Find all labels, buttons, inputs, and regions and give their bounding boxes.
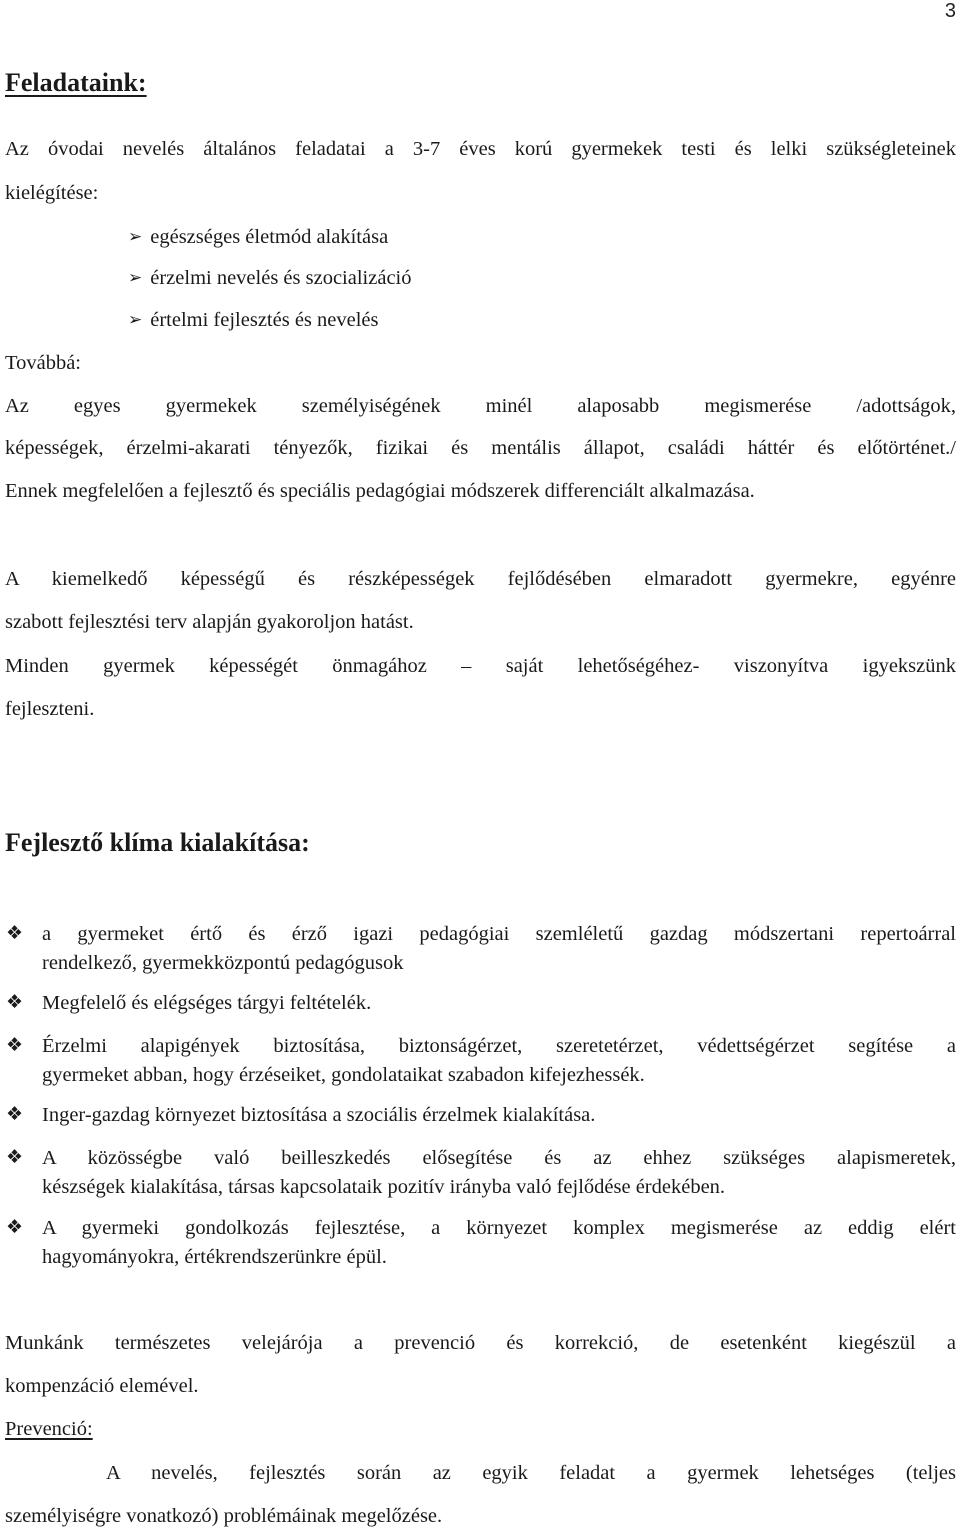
- paragraph-line: képességek, érzelmi-akarati tényezők, fizikai és mentális állapot, családi háttér és előtörténet./: [5, 437, 956, 459]
- section-heading-feladataink: Feladataink:: [5, 68, 147, 97]
- paragraph-line: kompenzáció elemével.: [5, 1375, 199, 1397]
- paragraph-line: személyiségre vonatkozó) problémáinak megelőzése.: [5, 1505, 443, 1527]
- arrow-list-item: [128, 310, 379, 331]
- tovabba-label: Továbbá:: [5, 352, 81, 374]
- paragraph-line: szabott fejlesztési terv alapján gyakoroljon hatást.: [5, 611, 414, 633]
- bullet-line: Érzelmi alapigények biztosítása, biztonságérzet, szeretetérzet, védettségérzet segítése a: [42, 1035, 956, 1057]
- prevencio-label: Prevenció:: [5, 1418, 93, 1440]
- paragraph-line: Minden gyermek képességét önmagához – saját lehetőségéhez- viszonyítva igyekszünk: [5, 655, 956, 677]
- paragraph-line: fejleszteni.: [5, 698, 95, 720]
- paragraph-line: A kiemelkedő képességű és részképességek fejlődésében elmaradott gyermekre, egyénre: [5, 568, 956, 590]
- page-number: 3: [944, 0, 956, 22]
- arrow-bullet-icon: ➢: [128, 310, 143, 329]
- bullet-line: Megfelelő és elégséges tárgyi feltételék.: [42, 992, 372, 1014]
- section-heading-fejleszto-klima: Fejlesztő klíma kialakítása:: [5, 828, 310, 857]
- diamond-bullet-icon: ❖: [6, 922, 24, 944]
- bullet-line: hagyományokra, értékrendszerünkre épül.: [42, 1246, 387, 1268]
- list-item-label: érzelmi nevelés és szocializáció: [150, 267, 412, 289]
- arrow-list-item: [128, 268, 412, 289]
- arrow-bullet-icon: ➢: [128, 268, 143, 287]
- bullet-line: rendelkező, gyermekközpontú pedagógusok: [42, 952, 404, 974]
- bullet-line: a gyermeket értő és érző igazi pedagógiai szemléletű gazdag módszertani repertoárral: [42, 923, 956, 945]
- paragraph-line: Munkánk természetes velejárója a prevenció és korrekció, de esetenként kiegészül a: [5, 1332, 956, 1354]
- intro-text-line: kielégítése:: [5, 182, 99, 204]
- arrow-bullet-icon: ➢: [128, 227, 143, 246]
- diamond-bullet-icon: ❖: [6, 991, 24, 1013]
- list-item-label: értelmi fejlesztés és nevelés: [150, 309, 379, 331]
- diamond-bullet-icon: ❖: [6, 1034, 24, 1056]
- diamond-bullet-icon: ❖: [6, 1103, 24, 1125]
- arrow-list-item: [128, 227, 388, 248]
- list-item-label: egészséges életmód alakítása: [150, 226, 389, 248]
- bullet-line: Inger-gazdag környezet biztosítása a szociális érzelmek kialakítása.: [42, 1104, 596, 1126]
- bullet-line: készségek kialakítása, társas kapcsolataik pozitív irányba való fejlődése érdekében.: [42, 1176, 726, 1198]
- bullet-line: A közösségbe való beilleszkedés elősegítése és az ehhez szükséges alapismeretek,: [42, 1147, 956, 1169]
- paragraph-line: A nevelés, fejlesztés során az egyik feladat a gyermek lehetséges (teljes: [106, 1462, 956, 1484]
- diamond-bullet-icon: ❖: [6, 1216, 24, 1238]
- bullet-line: A gyermeki gondolkozás fejlesztése, a környezet komplex megismerése az eddig elért: [42, 1217, 956, 1239]
- paragraph-line: Az egyes gyermekek személyiségének minél alaposabb megismerése /adottságok,: [5, 395, 956, 417]
- bullet-line: gyermeket abban, hogy érzéseiket, gondolataikat szabadon kifejezhessék.: [42, 1064, 645, 1086]
- intro-text-line: Az óvodai nevelés általános feladatai a 3-7 éves korú gyermekek testi és lelki szükségleteinek: [5, 138, 956, 160]
- diamond-bullet-icon: ❖: [6, 1146, 24, 1168]
- paragraph-line: Ennek megfelelően a fejlesztő és speciális pedagógiai módszerek differenciált alkalmazása.: [5, 480, 755, 502]
